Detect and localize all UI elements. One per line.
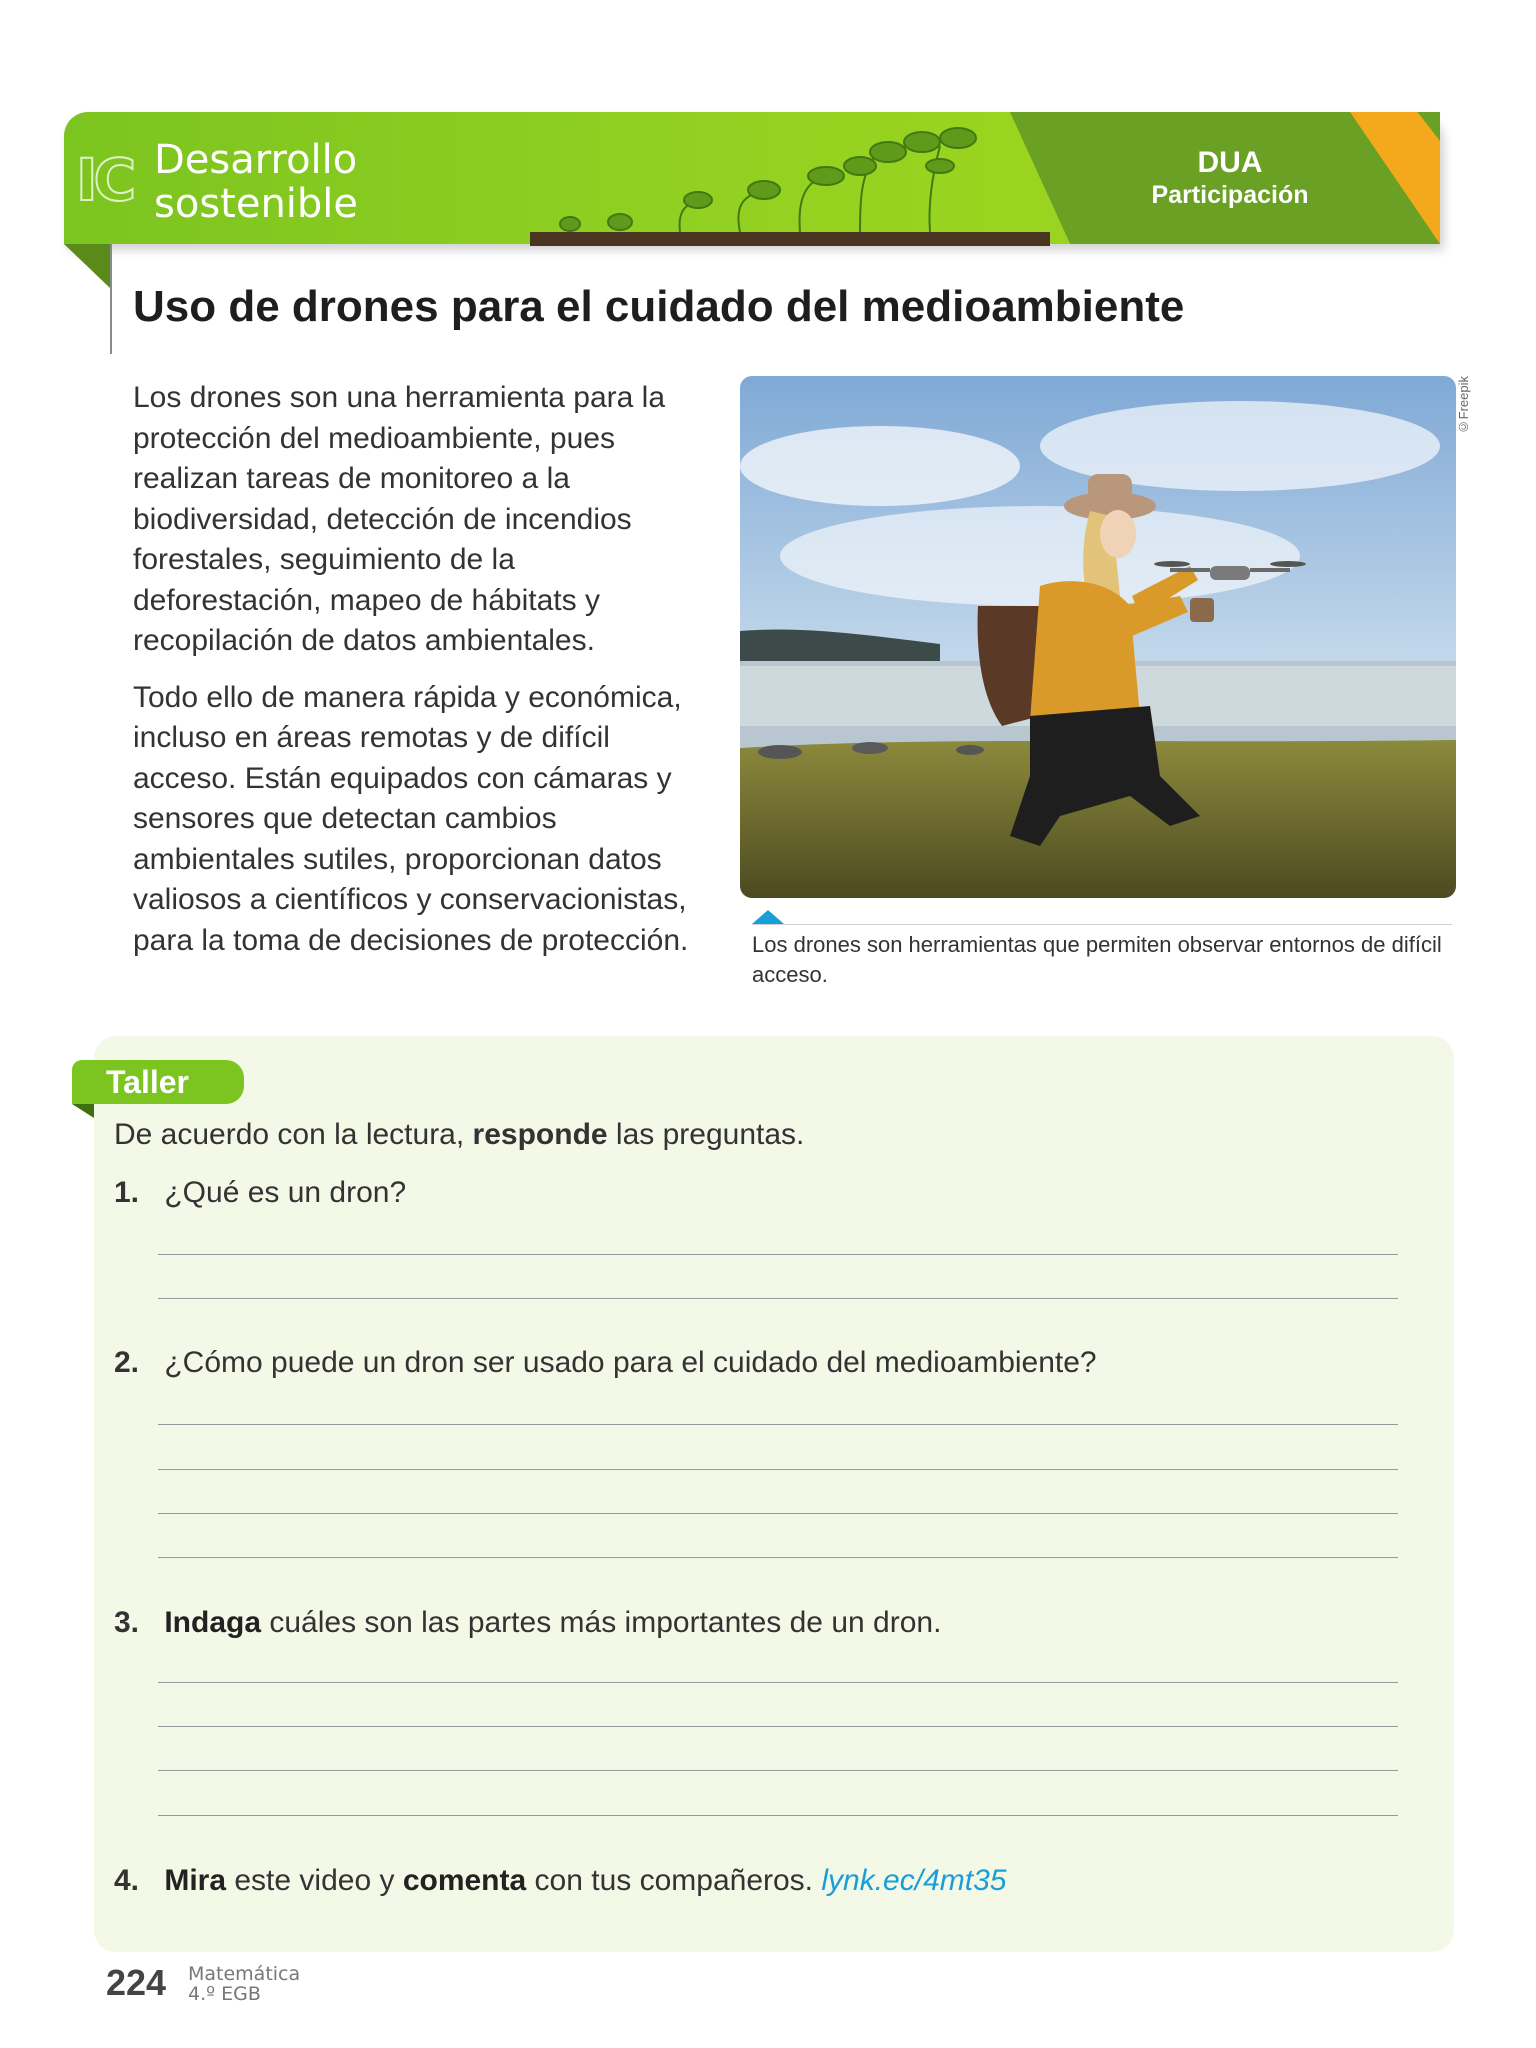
answer-line[interactable] — [158, 1557, 1398, 1558]
answer-line[interactable] — [158, 1815, 1398, 1816]
page-title: Uso de drones para el cuidado del medioambiente — [133, 282, 1185, 331]
answer-line[interactable] — [158, 1726, 1398, 1727]
question-4-bold-2: comenta — [402, 1864, 527, 1897]
question-4-number: 4. — [114, 1864, 140, 1897]
question-3-bold: Indaga — [164, 1606, 262, 1639]
question-4-text-2: con tus compañeros. — [534, 1864, 814, 1897]
drone-photo — [740, 376, 1456, 898]
answer-line[interactable] — [158, 1682, 1398, 1683]
answer-line[interactable] — [158, 1424, 1398, 1425]
answer-line[interactable] — [158, 1254, 1398, 1255]
dua-title: DUA — [1197, 146, 1263, 179]
footer-meta — [188, 1964, 300, 2004]
question-4-bold-1: Mira — [164, 1864, 227, 1897]
banner-fold — [64, 244, 110, 288]
caption-marker — [752, 910, 784, 924]
footer-grade: 4.º EGB — [188, 1983, 261, 2005]
question-1-number: 1. — [114, 1176, 140, 1209]
taller-tab: Taller — [72, 1060, 244, 1104]
section-title-line1: Desarrollo — [154, 137, 358, 183]
question-4 — [114, 1864, 1006, 1898]
photo-credit: ©Freepik — [1456, 376, 1471, 435]
answer-line[interactable] — [158, 1513, 1398, 1514]
photo-caption: Los drones son herramientas que permiten observar entornos de difícil acceso. — [752, 932, 1442, 987]
video-link[interactable]: lynk.ec/4mt35 — [821, 1864, 1007, 1897]
question-3-text: cuáles son las partes más importantes de un dron. — [269, 1606, 942, 1639]
page-number: 224 — [106, 1962, 167, 2003]
taller-instructions — [114, 1118, 804, 1152]
footer-subject: Matemática — [188, 1963, 301, 1985]
intro-pre: De acuerdo con la lectura, — [114, 1118, 465, 1151]
article-paragraph-2: Todo ello de manera rápida y económica, incluso en áreas remotas y de difícil acceso. Están equipados con cámaras y sensores que detectan cambios ambientales sutiles, proporcionan datos valiosos a científicos y conservacionistas, para la toma de decisiones de protección. — [133, 680, 689, 957]
title-rule — [110, 244, 112, 354]
answer-line[interactable] — [158, 1298, 1398, 1299]
question-1-text: ¿Qué es un dron? — [164, 1176, 407, 1209]
question-2-text: ¿Cómo puede un dron ser usado para el cuidado del medioambiente? — [164, 1346, 1097, 1379]
answer-line[interactable] — [158, 1770, 1398, 1771]
sprouts-illustration — [530, 126, 1050, 246]
question-3-number: 3. — [114, 1606, 140, 1639]
intro-bold: responde — [472, 1118, 608, 1151]
dua-label — [1110, 146, 1350, 210]
ic-logo: IC — [76, 146, 133, 214]
question-4-text-1: este video y — [234, 1864, 395, 1897]
answer-line[interactable] — [158, 1469, 1398, 1470]
section-title-line2: sostenible — [154, 181, 359, 227]
article-text — [133, 378, 703, 977]
article-paragraph-1: Los drones son una herramienta para la protección del medioambiente, pues realizan tareas de monitoreo a la biodiversidad, detección de incendios forestales, seguimiento de la deforestación, mapeo de hábitats y recopilación de datos ambientales. — [133, 381, 666, 657]
drone-photo-illustration — [740, 376, 1456, 898]
question-3 — [114, 1606, 941, 1640]
question-2 — [114, 1346, 1097, 1380]
taller-tab-fold — [72, 1104, 94, 1118]
caption-rule — [752, 924, 1452, 925]
dua-subtitle: Participación — [1151, 181, 1309, 209]
question-2-number: 2. — [114, 1346, 140, 1379]
question-1 — [114, 1176, 406, 1210]
intro-post: las preguntas. — [615, 1118, 805, 1151]
section-title — [154, 138, 358, 226]
